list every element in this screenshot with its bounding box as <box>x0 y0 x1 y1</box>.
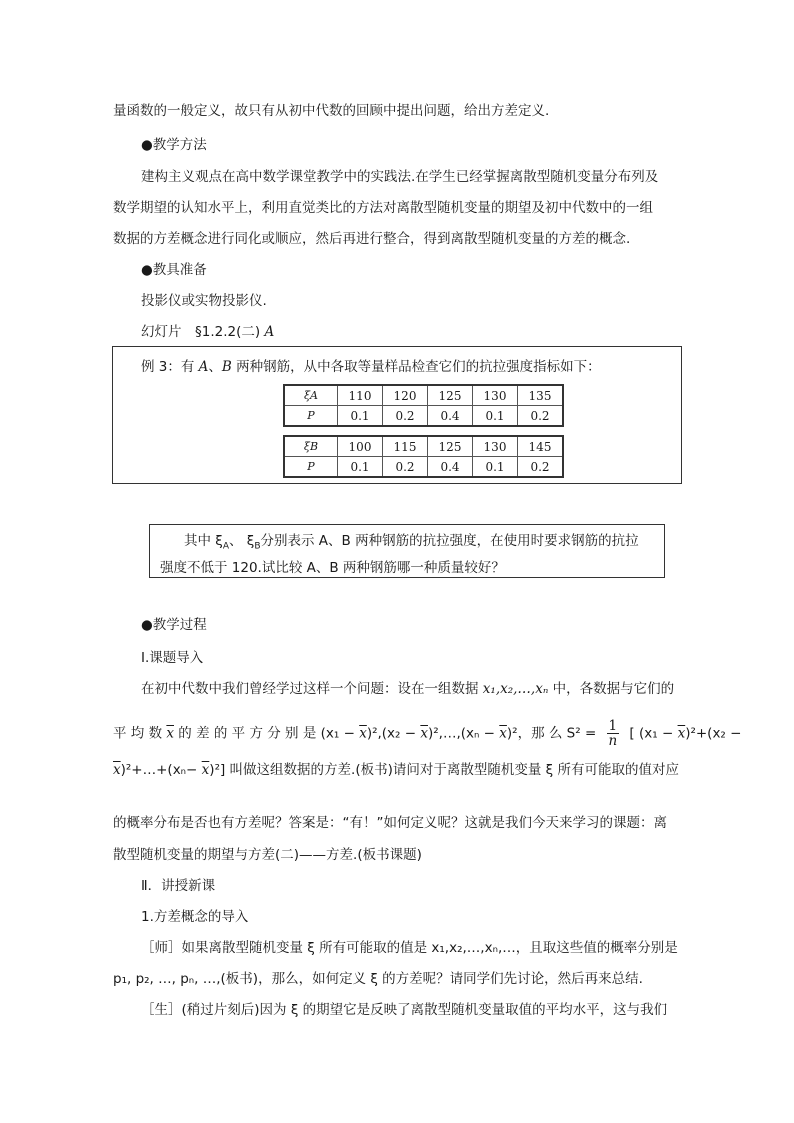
example-box <box>112 346 682 484</box>
paragraph-line: 数学期望的认知水平上，利用直觉类比的方法对离散型随机变量的期望及初中代数中的一组 <box>113 200 653 216</box>
fraction: $\frac{1}{n}$ <box>608 718 618 749</box>
paragraph-line: 数据的方差概念进行同化或顺应，然后再进行整合，得到离散型随机变量的方差的概念. <box>113 231 631 247</box>
example-title: 例 3：有 A、B 两种钢筋，从中各取等量样品检查它们的抗拉强度指标如下： <box>141 359 601 375</box>
paragraph-line: 投影仪或实物投影仪. <box>141 293 267 309</box>
table-cell: 0.2 <box>518 406 564 427</box>
table-cell: 0.2 <box>383 406 428 427</box>
table-cell: 135 <box>518 385 564 406</box>
table-cell: 0.1 <box>473 457 518 478</box>
table-header: ξB <box>284 436 338 457</box>
table-cell: 125 <box>428 436 473 457</box>
table-cell: 100 <box>338 436 383 457</box>
table-cell: 0.1 <box>338 457 383 478</box>
subsection-heading: 1.方差概念的导入 <box>141 909 249 925</box>
table-cell: 130 <box>473 436 518 457</box>
table-cell: 125 <box>428 385 473 406</box>
paragraph-line: 量函数的一般定义，故只有从初中代数的回顾中提出问题，给出方差定义. <box>113 103 550 119</box>
formula-line: 平 均 数 $\overline{x}$ 的 差 的 平 方 分 别 是 $(x_1 - \overline{x})^2,(x_2$ − $\overline{x})^2,\dots,(x_n - \overline{x})^2$，那 么 S² = $\frac{1}{n}$ [ $(x_1 - \overline{x})^2+(x_2$ − <box>113 718 742 749</box>
note-box <box>149 524 665 578</box>
note-line: 强度不低于 120.试比较 A、B 两种钢筋哪一种质量较好？ <box>160 559 505 576</box>
table-cell: 0.4 <box>428 406 473 427</box>
table-cell: 110 <box>338 385 383 406</box>
paragraph-line: 建构主义观点在高中数学课堂教学中的实践法.在学生已经掌握离散型随机变量分布列及 <box>141 169 659 185</box>
slide-label: 幻灯片 §1.2.2(二) A <box>141 324 275 340</box>
paragraph-line: ［生］(稍过片刻后)因为 ξ 的期望它是反映了离散型随机变量取值的平均水平，这与我们 <box>141 1002 668 1018</box>
heading-teaching-method: ●教学方法 <box>141 137 207 153</box>
paragraph-line: p₁, p₂, …, pₙ, …,(板书)，那么，如何定义 ξ 的方差呢？请同学们先讨论，然后再来总结. <box>113 971 643 987</box>
table-cell: 130 <box>473 385 518 406</box>
table-cell: 0.2 <box>383 457 428 478</box>
table-cell: 0.2 <box>518 457 564 478</box>
distribution-table-b <box>283 435 564 478</box>
formula-line: $\overline{x})^2+\dots+(x_n- \overline{x})^2$] 叫做这组数据的方差.(板书)请问对于离散型随机变量 ξ 所有可能取的值对应 <box>113 762 679 778</box>
table-header: P <box>284 457 338 478</box>
section-heading: Ⅱ．讲授新课 <box>141 878 216 894</box>
table-cell: 0.1 <box>338 406 383 427</box>
paragraph-line: 散型随机变量的期望与方差(二)——方差.(板书课题) <box>113 847 422 863</box>
note-line: 其中 $\xi_A$、 $\xi_B$分别表示 A、B 两种钢筋的抗拉强度，在使用时要求钢筋的抗拉 <box>184 533 639 552</box>
section-heading: Ⅰ.课题导入 <box>141 650 204 666</box>
table-cell: 120 <box>383 385 428 406</box>
heading-teaching-process: ●教学过程 <box>141 617 207 633</box>
paragraph-line: 的概率分布是否也有方差呢？答案是：“有！”如何定义呢？这就是我们今天来学习的课题：离 <box>113 815 667 831</box>
table-cell: 0.1 <box>473 406 518 427</box>
table-header: ξA <box>284 385 338 406</box>
table-cell: 145 <box>518 436 564 457</box>
heading-teaching-tools: ●教具准备 <box>141 262 207 278</box>
table-cell: 115 <box>383 436 428 457</box>
table-header: P <box>284 406 338 427</box>
distribution-table-a <box>283 384 564 427</box>
paragraph-line: ［师］如果离散型随机变量 ξ 所有可能取的值是 x₁,x₂,…,xₙ,…，且取这些值的概率分别是 <box>141 940 678 956</box>
table-cell: 0.4 <box>428 457 473 478</box>
paragraph-line: 在初中代数中我们曾经学过这样一个问题：设在一组数据 x₁,x₂,…,xₙ 中，各数据与它们的 <box>141 681 675 697</box>
